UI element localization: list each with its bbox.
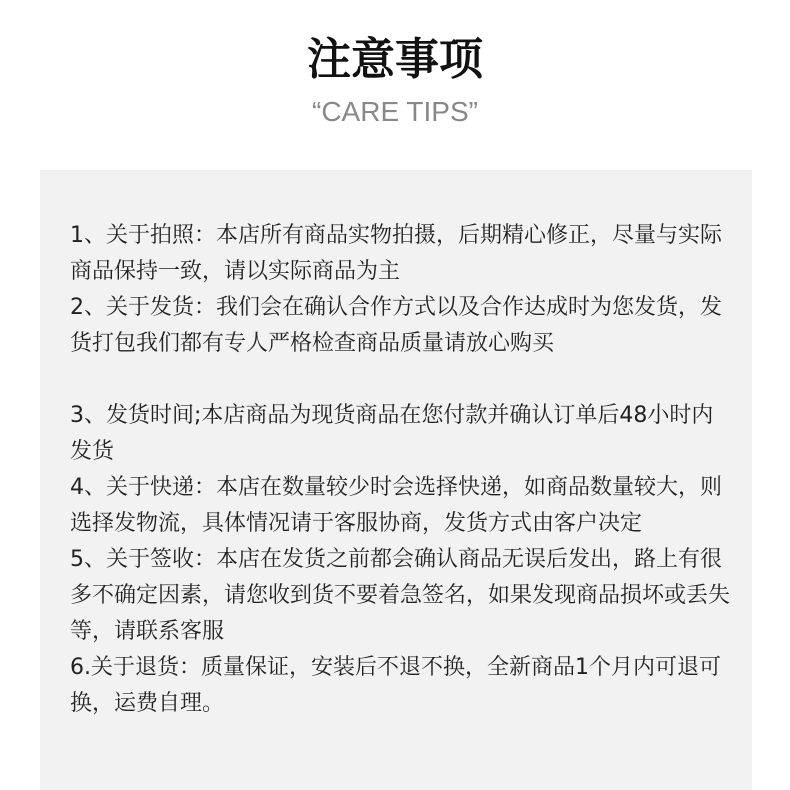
tip-shipping: 2、关于发货：我们会在确认合作方式以及合作达成时为您发货，发货打包我们都有专人严格检查商品质量请放心购买 [70,295,722,356]
tips-list [70,218,730,722]
tip-courier: 4、关于快递：本店在数量较少时会选择快递，如商品数量较大，则选择发物流，具体情况请于客服协商，发货方式由客户决定 [70,475,722,536]
page-subtitle: “CARE TIPS” [312,96,478,127]
tip-photos: 1、关于拍照：本店所有商品实物拍摄，后期精心修正，尽量与实际商品保持一致，请以实际商品为主 [70,223,722,284]
tip-returns: 6.关于退货：质量保证，安装后不退不换，全新商品1个月内可退可换，运费自理。 [70,655,721,716]
tip-signing: 5、关于签收：本店在发货之前都会确认商品无误后发出，路上有很多不确定因素，请您收到货不要着急签名，如果发现商品损坏或丢失等，请联系客服 [70,547,731,644]
page-title: 注意事项 [307,34,483,85]
tip-shipping-time: 3、发货时间;本店商品为现货商品在您付款并确认订单后48小时内发货 [70,403,714,464]
tips-panel [40,170,752,790]
